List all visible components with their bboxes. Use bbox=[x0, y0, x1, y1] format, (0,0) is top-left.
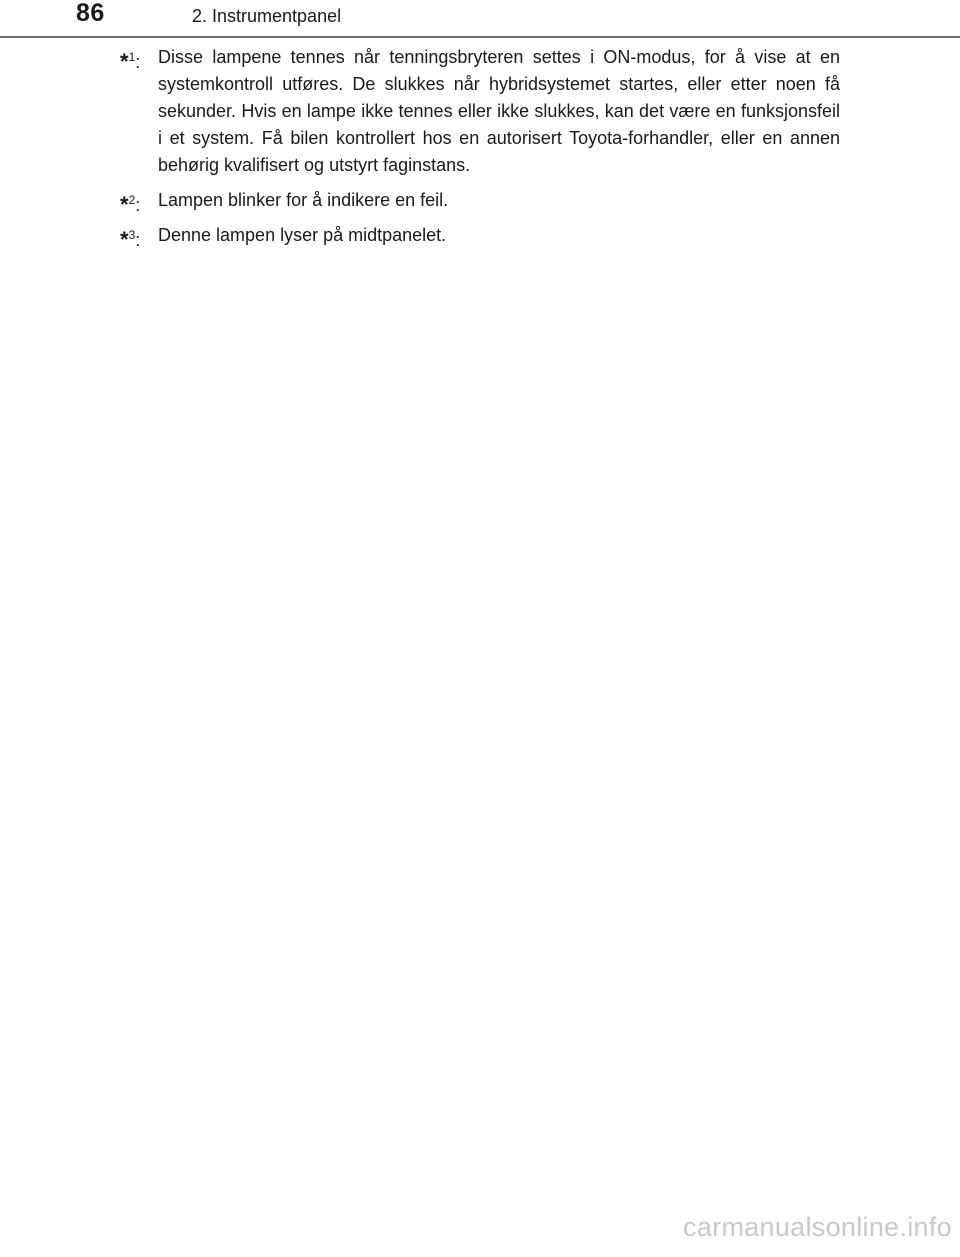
footnote-separator: : bbox=[135, 195, 141, 215]
footnote-separator: : bbox=[135, 230, 141, 250]
page-number: 86 bbox=[76, 0, 105, 27]
asterisk-symbol: * bbox=[120, 227, 129, 252]
footnote-3 bbox=[120, 222, 840, 252]
footnote-marker bbox=[120, 187, 140, 219]
section-title: 2. Instrumentpanel bbox=[192, 6, 342, 26]
footnote-marker bbox=[120, 44, 140, 76]
watermark-link[interactable]: carmanualsonline.info bbox=[683, 1212, 952, 1242]
asterisk-symbol: * bbox=[120, 49, 129, 74]
header-divider bbox=[0, 36, 960, 38]
footnote-number: 3 bbox=[128, 228, 136, 242]
page-header bbox=[0, 0, 960, 40]
footnote-2 bbox=[120, 187, 840, 217]
footnote-number: 1 bbox=[128, 50, 136, 64]
footnote-text: Lampen blinker for å indikere en feil. bbox=[158, 190, 449, 210]
footnote-marker bbox=[120, 222, 140, 254]
footnote-text: Denne lampen lyser på midtpanelet. bbox=[158, 225, 447, 245]
footnote-1 bbox=[120, 44, 840, 179]
footnote-text: Disse lampene tennes når tenningsbryteren settes i ON-modus, for å vise at en systemkontroll utføres. De slukkes når hybridsystemet startes, eller etter noen få sekunder. Hvis en lampe ikke tennes eller ikke slukkes, kan det være en funksjonsfeil i et system. Få bilen kontrollert hos en autorisert Toyota-forhandler, eller en annen behørig kvalifisert og utstyrt faginstans. bbox=[158, 47, 840, 175]
asterisk-symbol: * bbox=[120, 192, 129, 217]
footnote-separator: : bbox=[135, 52, 141, 72]
footnotes-list bbox=[120, 44, 840, 257]
footnote-number: 2 bbox=[128, 193, 136, 207]
